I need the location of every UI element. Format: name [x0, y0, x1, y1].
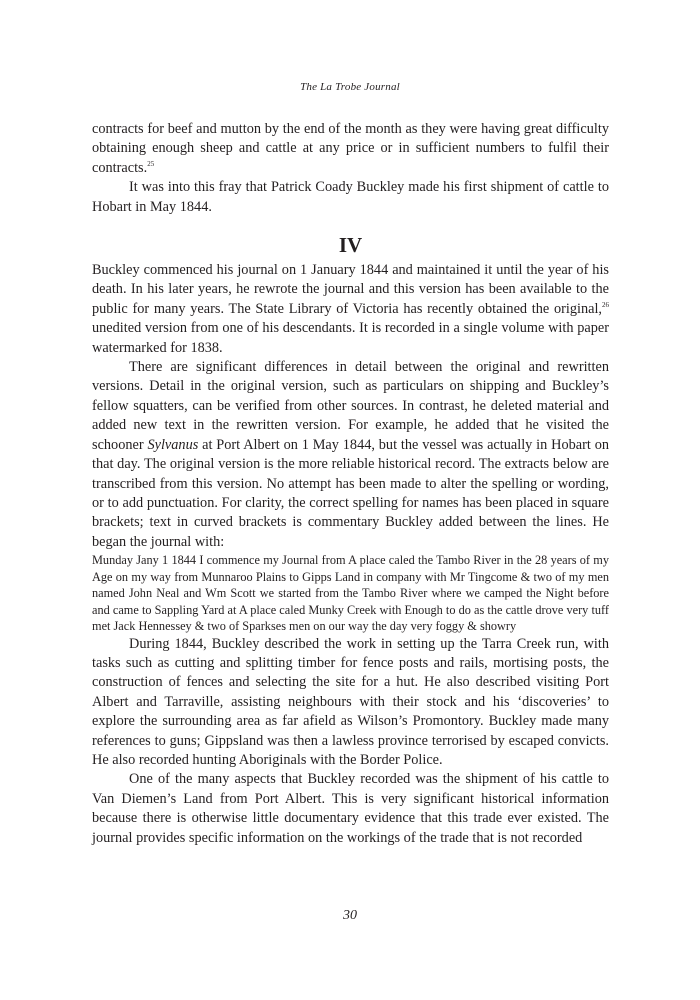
section-heading: IV — [338, 233, 363, 258]
running-head: The La Trobe Journal — [300, 81, 400, 93]
paragraph-6: One of the many aspects that Buckley recorded was the shipment of his cattle to Van Diemen’s Land from Port Albert. This is very significant historical information because there is otherwise little documentary evidence that this trade ever existed. The journal provides specific information on the workings of the trade that is not recorded — [92, 771, 609, 846]
paragraph-4-text-a: There are significant differences in detail between the original and rewritten versions. Detail in the original version, such as particulars on shipping and Buckley’s fellow squatters, can be verified from other sources. In contrast, he deleted material and added new text in the rewritten version. For example, he added that he visited the schooner — [92, 359, 609, 453]
paragraph-4-text-b: at Port Albert on 1 May 1844, but the vessel was actually in Hobart on that day. The original version is the more reliable historical record. The extracts below are transcribed from this version. No attempt has been made to alter the spelling or wording, or to add punctuation. For clarity, the correct spelling for names has been placed in square brackets; text in curved brackets is commentary Buckley added between the lines. He began the journal with: — [92, 436, 609, 550]
paragraph-4 — [92, 358, 609, 552]
page-number: 30 — [343, 908, 357, 923]
paragraph-5: During 1844, Buckley described the work in setting up the Tarra Creek run, with tasks such as cutting and splitting timber for fence posts and rails, mortising posts, the construction of fences and selecting the site for a hut. He also described visiting Port Albert and Tarraville, assisting neighbours with their stock and his ‘discoveries’ to explore the surrounding area as far afield as Wilson’s Promontory. Buckley made many references to guns; Gippsland was then a lawless province terrorised by escaped convicts. He also recorded hunting Aboriginals with the Border Police. — [92, 635, 609, 769]
paragraph-3-text-a: Buckley commenced his journal on 1 January 1844 and maintained it until the year of his death. In his later years, he rewrote the journal and this version has been available to the public for many years. The State Library of Victoria has recently obtained the original, — [92, 262, 609, 317]
paragraph-3 — [92, 261, 609, 358]
paragraph-2: It was into this fray that Patrick Coady Buckley made his first shipment of cattle to Hobart in May 1844. — [92, 179, 609, 215]
ship-name: Sylvanus — [147, 436, 199, 453]
journal-quote: Munday Jany 1 1844 I commence my Journal from A place caled the Tambo River in the 28 years of my Age on my way from Munnaroo Plains to Gipps Land in company with Mr Tingcome & two of my men named John Neal and Wm Scott we started from the Tambo River where we camped the Night before and came to Sappling Yard at A place caled Munky Creek with Enough to do as the cattle drove very tuff met Jack Hennessey & two of Sparkses men on our way the day very foggy & showry — [92, 553, 609, 634]
footnote-ref-26[interactable]: 26 — [602, 300, 609, 309]
body-text — [92, 120, 609, 848]
paragraph-1 — [92, 120, 609, 178]
paragraph-3-text-b: unedited version from one of his descendants. It is recorded in a single volume with paper watermarked for 1838. — [92, 320, 609, 356]
paragraph-1-text: contracts for beef and mutton by the end of the month as they were having great difficulty obtaining enough sheep and cattle at any price or in sufficient numbers to fulfil their contracts. — [92, 121, 609, 176]
footnote-ref-25[interactable]: 25 — [147, 159, 155, 168]
